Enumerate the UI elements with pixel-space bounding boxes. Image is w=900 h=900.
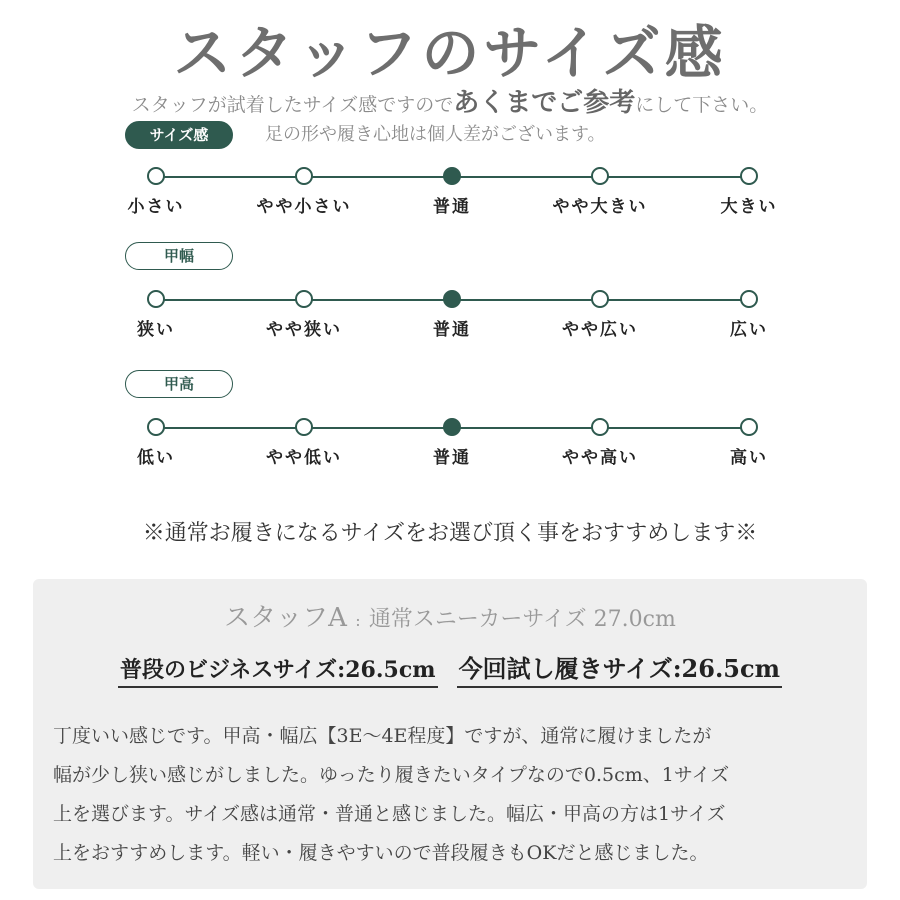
scale-label-height: 甲高	[125, 370, 233, 398]
scale-option-label: 広い	[730, 320, 768, 340]
scale-option-label: 低い	[137, 448, 175, 468]
subtitle-emphasis: あくまでご参考	[453, 88, 636, 118]
scale-dot	[591, 167, 609, 185]
scale-dot	[295, 418, 313, 436]
individual-difference-note: 足の形や履き心地は個人差がございます。	[265, 124, 606, 145]
scale-option-label: 普通	[433, 320, 471, 340]
scale-dot	[740, 167, 758, 185]
scale-option-label: 大きい	[720, 197, 778, 217]
subtitle-post: にして下さい。	[635, 94, 769, 116]
scale-option-label: やや狭い	[266, 320, 342, 340]
subtitle-pre: スタッフが試着したサイズ感ですので	[131, 94, 454, 116]
trial-size: 今回試し履きサイズ:26.5cm	[457, 649, 782, 688]
scale-dot	[147, 167, 165, 185]
scale-label-width: 甲幅	[125, 242, 233, 270]
scale-option-label: やや高い	[562, 448, 638, 468]
scale-width	[0, 289, 900, 349]
staff-name: スタッフA	[224, 603, 347, 633]
scale-option-label: やや小さい	[256, 197, 352, 217]
scale-dot	[147, 418, 165, 436]
scale-dot	[295, 290, 313, 308]
scale-label-size: サイズ感	[125, 121, 233, 149]
scale-dot	[740, 418, 758, 436]
page-title: スタッフのサイズ感	[173, 19, 727, 87]
scale-option-label: やや低い	[266, 448, 342, 468]
scale-dot-selected	[443, 418, 461, 436]
staff-separator: :	[355, 611, 361, 630]
scale-option-label: やや広い	[562, 320, 638, 340]
staff-review-box	[33, 579, 867, 889]
business-size: 普段のビジネスサイズ:26.5cm	[118, 653, 438, 688]
usual-sneaker-size: 通常スニーカーサイズ 27.0cm	[368, 607, 676, 632]
scale-dot-selected	[443, 167, 461, 185]
subtitle	[0, 82, 900, 119]
scale-option-label: 小さい	[127, 197, 185, 217]
scale-dot	[295, 167, 313, 185]
size-comparison	[33, 649, 867, 688]
scale-height	[0, 417, 900, 477]
recommendation-note: ※通常お履きになるサイズをお選び頂く事をおすすめします※	[142, 521, 758, 546]
staff-header	[33, 597, 867, 634]
scale-dot	[591, 418, 609, 436]
staff-comment: 丁度いい感じです。甲高・幅広【3E～4E程度】ですが、通常に履けましたが 幅が少し狭い感じがしました。ゆったり履きたいタイプなので0.5cm、1サイズ 上を選びます。サイズ感は通常・普通と感じました。幅広・甲高の方は1サイズ 上をおすすめします。軽い・履きやすいので普段履きもOKだと感じました。	[53, 725, 730, 864]
scale-option-label: 普通	[433, 197, 471, 217]
scale-dot	[147, 290, 165, 308]
scale-dot	[591, 290, 609, 308]
scale-size	[0, 166, 900, 226]
scale-option-label: 普通	[433, 448, 471, 468]
scale-dot	[740, 290, 758, 308]
scale-dot-selected	[443, 290, 461, 308]
scale-option-label: 高い	[730, 448, 768, 468]
scale-option-label: やや大きい	[552, 197, 648, 217]
scale-option-label: 狭い	[137, 320, 175, 340]
